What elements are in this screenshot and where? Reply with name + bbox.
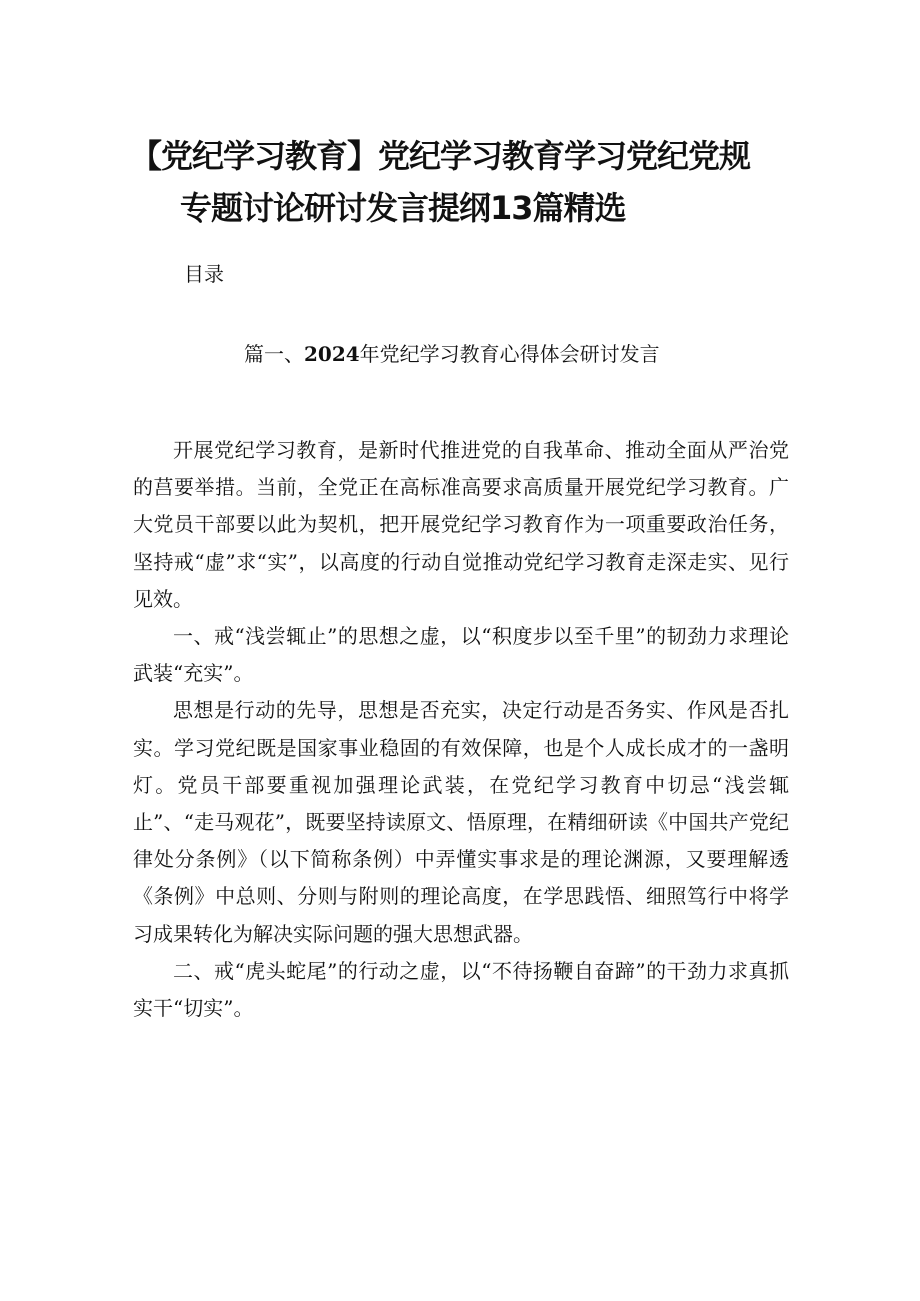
section-heading-year: 2024	[304, 342, 360, 366]
body-paragraph-1: 开展党纪学习教育，是新时代推进党的自我革命、推动全面从严治党的莒要举措。当前，全党正在高标准高要求高质量开展党纪学习教育。广大党员干部要以此为契机，把开展党纪学习教育作为一项重要政治任务，坚持戒“虚”求“实”，以高度的行动自觉推动党纪学习教育走深走实、见行见效。	[133, 438, 789, 611]
body-paragraph-2: 一、戒“浅尝辄止”的思想之虚，以“积度步以至千里”的韧劲力求理论武装“充实”。	[133, 624, 789, 686]
section-heading-rest: 年党纪学习教育心得体会研讨发言	[359, 342, 660, 366]
title-line-1: 【党纪学习教育】党纪学习教育学习党纪党规	[130, 137, 751, 175]
body-paragraph-3: 思想是行动的先导，思想是否充实，决定行动是否务实、作风是否扎实。学习党纪既是国家事业稳固的有效保障，也是个人成长成才的一盏明灯。党员干部要重视加强理论武装，在党纪学习教育中切忌“浅尝辄止”、“走马观花”，既要坚持读原文、悟原理，在精细研读《中国共产党纪律处分条例》（以下简称条例）中弄懂实事求是的理论渊源，又要理解透《条例》中总则、分则与附则的理论高度，在学思践悟、细照笃行中将学习成果转化为解决实际问题的强大思想武器。	[133, 698, 789, 946]
body-text	[133, 432, 789, 1027]
section-heading-prefix: 篇一、	[244, 342, 304, 366]
section-heading	[244, 338, 660, 370]
title-line-2: 专题讨论研讨发言提纲13篇精选	[180, 189, 626, 227]
document-title	[130, 130, 810, 234]
body-paragraph-4: 二、戒“虎头蛇尾”的行动之虚，以“不待扬鞭自奋蹄”的干劲力求真抓实干“切实”。	[133, 958, 789, 1021]
toc-label: 目录	[184, 262, 224, 286]
